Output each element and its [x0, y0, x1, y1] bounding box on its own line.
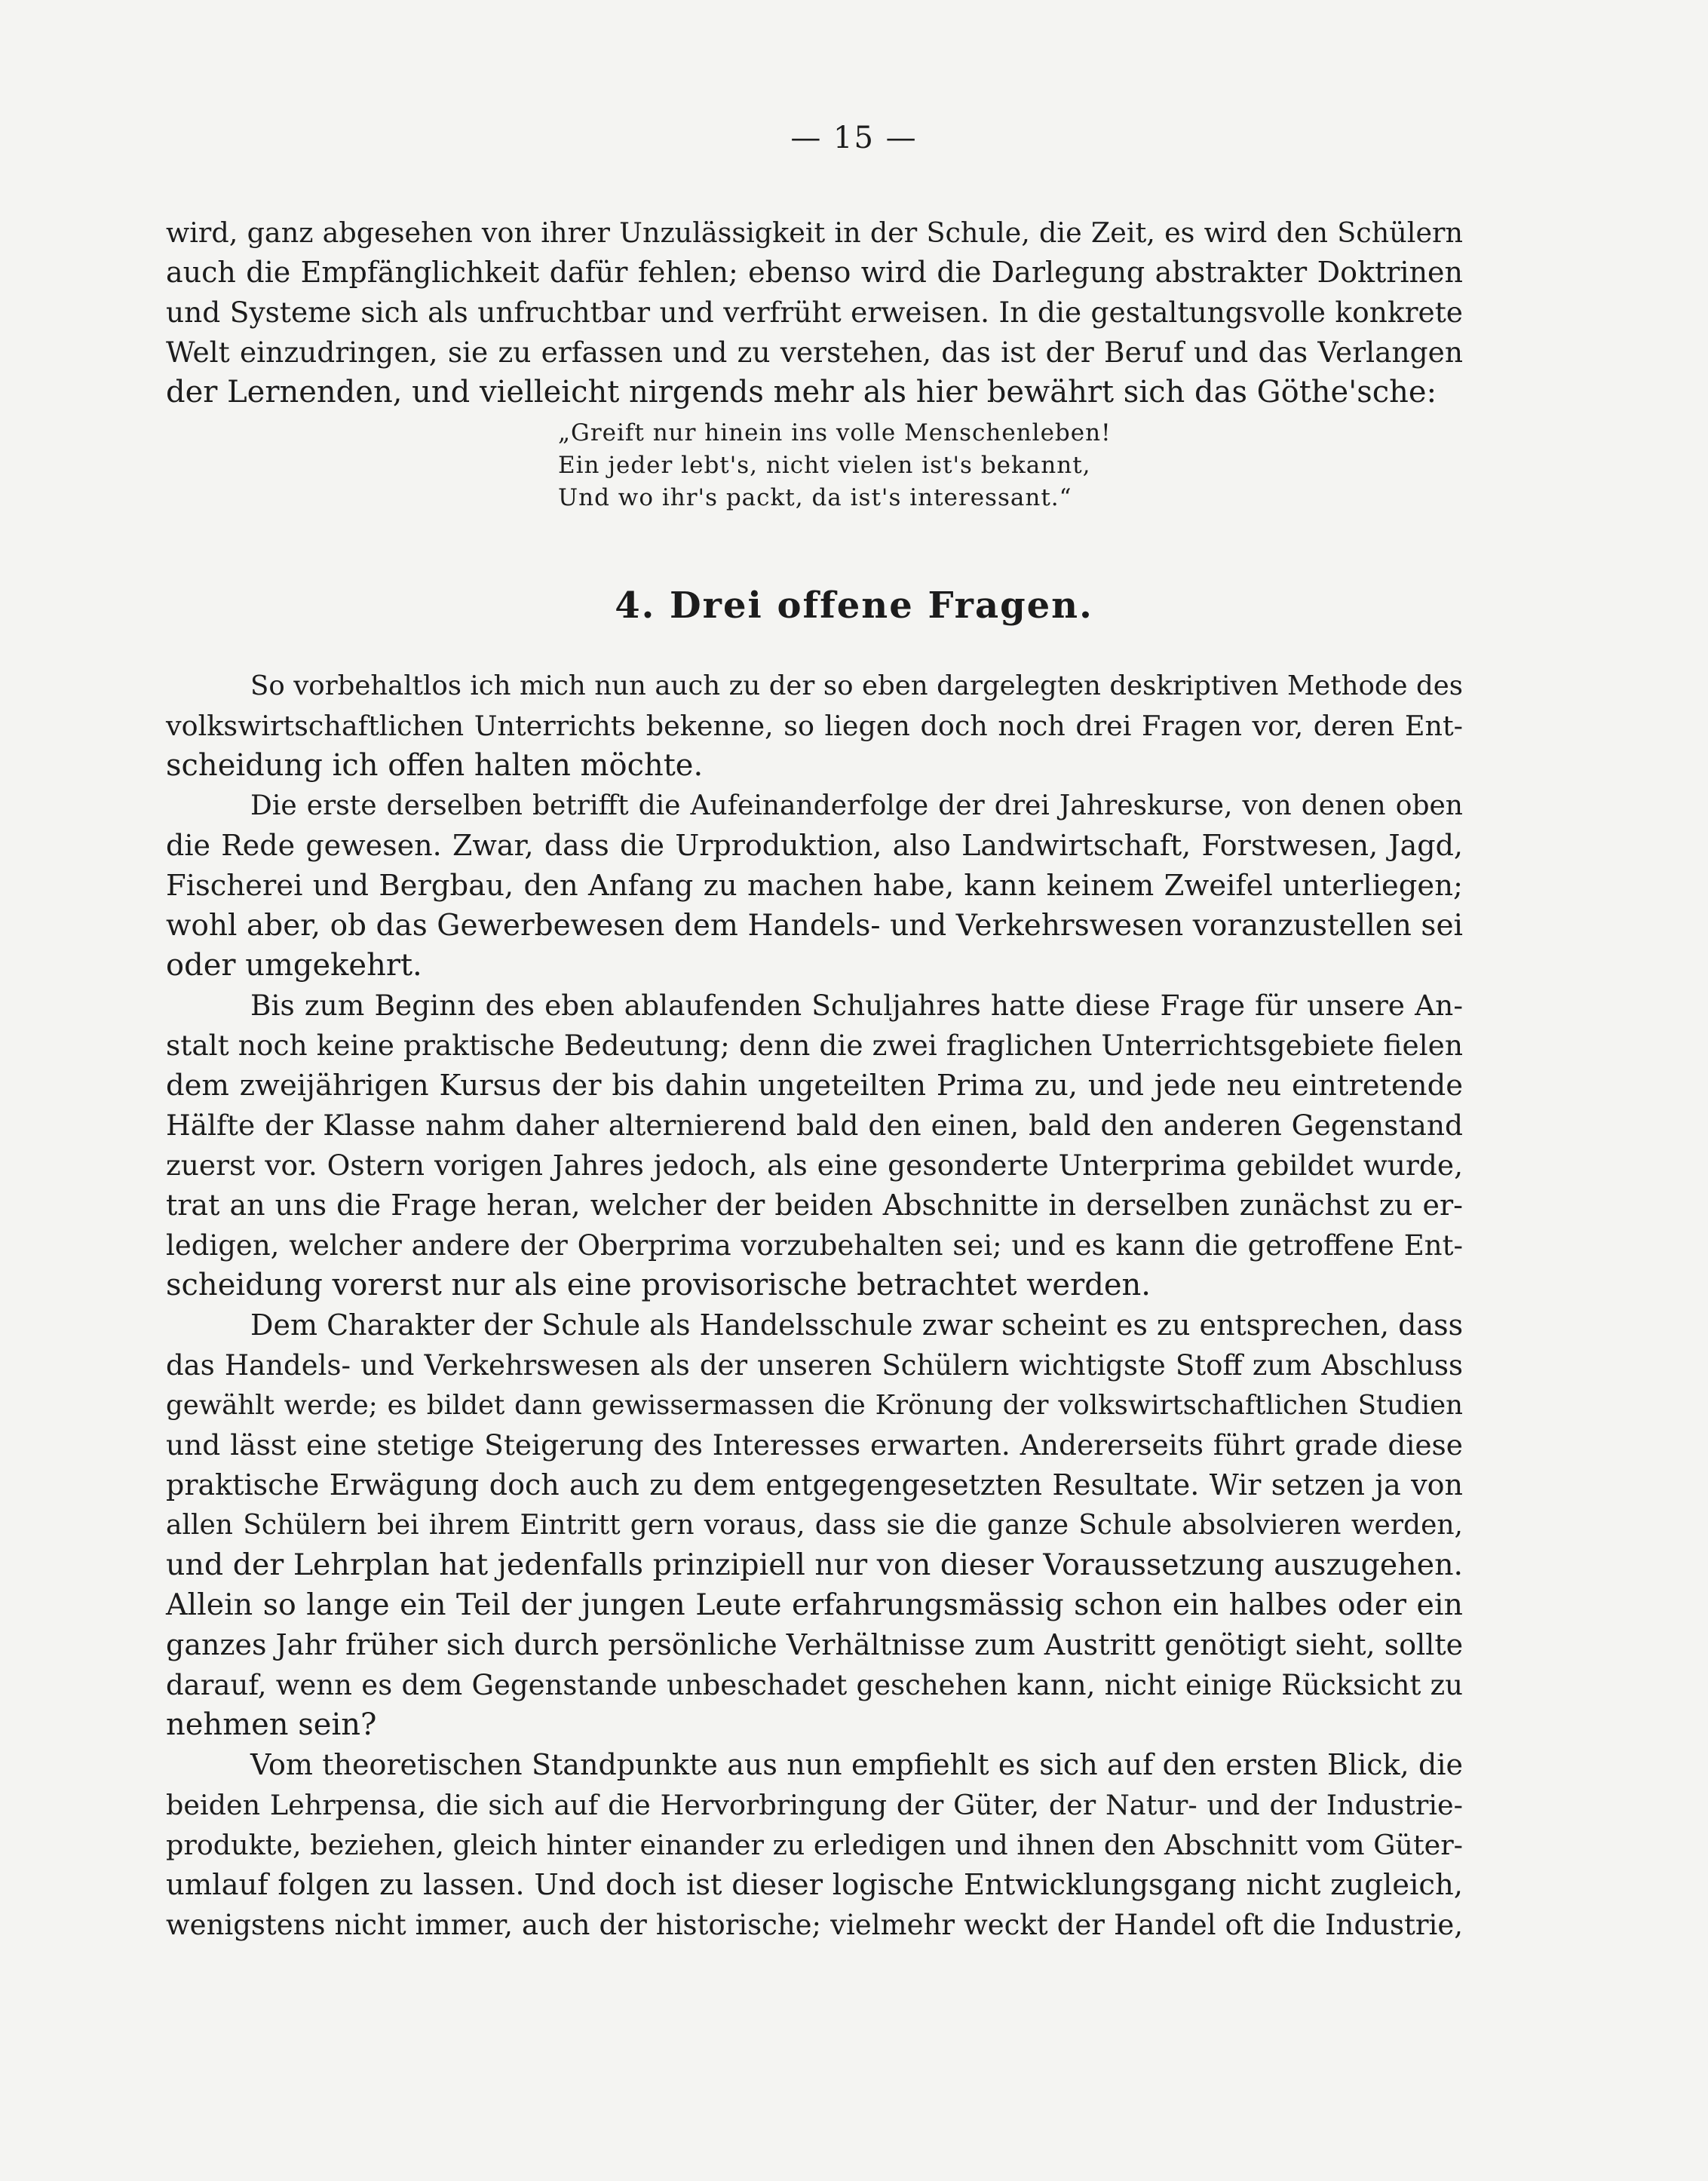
- text-line: oder umgekehrt.: [166, 948, 422, 983]
- text-line: stalt noch keine praktische Bedeutung; denn die zwei fraglichen Unterrichtsgebiete fielen: [166, 1029, 1463, 1062]
- goethe-quote: [558, 417, 1112, 514]
- text-line: ganzes Jahr früher sich durch persönliche Verhältnisse zum Austritt genötigt sieht, sollte: [166, 1628, 1464, 1661]
- text-line: volkswirtschaftlichen Unterrichts bekenne, so liegen doch noch drei Fragen vor, deren Ent-: [166, 710, 1463, 742]
- text-line: zuerst vor. Ostern vorigen Jahres jedoch, als eine gesonderte Unterprima gebildet wurde,: [166, 1149, 1463, 1182]
- text-line: und Systeme sich als unfruchtbar und verfrüht erweisen. In die gestaltungsvolle konkrete: [166, 296, 1463, 329]
- text-line: auch die Empfänglichkeit dafür fehlen; ebenso wird die Darlegung abstrakter Doktrinen: [166, 256, 1463, 289]
- text-line: nehmen sein?: [166, 1707, 377, 1742]
- text-line: umlauf folgen zu lassen. Und doch ist dieser logische Entwicklungsgang nicht zugleich,: [166, 1868, 1463, 1902]
- text-line: Welt einzudringen, sie zu erfassen und zu verstehen, das ist der Beruf und das Verlangen: [166, 336, 1463, 369]
- text-line: dem zweijährigen Kursus der bis dahin ungeteilten Prima zu, und jede neu eintretende: [166, 1069, 1463, 1103]
- text-line: Die erste derselben betrifft die Aufeinanderfolge der drei Jahreskurse, von denen oben: [250, 790, 1463, 821]
- intro-paragraph: [166, 213, 1463, 413]
- quote-line: Und wo ihr's packt, da ist's interessant.“: [558, 484, 1072, 511]
- text-line: das Handels- und Verkehrswesen als der unseren Schülern wichtigste Stoff zum Abschluss: [166, 1349, 1463, 1382]
- text-line: scheidung ich offen halten möchte.: [166, 748, 704, 783]
- text-line: praktische Erwägung doch auch zu dem entgegengesetzten Resultate. Wir setzen ja von: [166, 1468, 1463, 1502]
- text-line: produkte, beziehen, gleich hinter einander zu erledigen und ihnen den Abschnitt vom Güter-: [166, 1829, 1463, 1861]
- quote-line: „Greift nur hinein ins volle Menschenleben!: [558, 419, 1112, 446]
- page-number: — 15 —: [790, 121, 918, 155]
- text-line: allen Schülern bei ihrem Eintritt gern voraus, dass sie die ganze Schule absolvieren werden,: [166, 1510, 1463, 1541]
- text-line: trat an uns die Frage heran, welcher der beiden Abschnitte in derselben zunächst zu er-: [166, 1189, 1463, 1222]
- text-line: Hälfte der Klasse nahm daher alternierend bald den einen, bald den anderen Gegenstand: [166, 1109, 1463, 1142]
- section-heading: 4. Drei offene Fragen.: [615, 584, 1093, 627]
- text-line: Fischerei und Bergbau, den Anfang zu machen habe, kann keinem Zweifel unterliegen;: [166, 869, 1463, 903]
- text-line: darauf, wenn es dem Gegenstande unbeschadet geschehen kann, nicht einige Rücksicht zu: [166, 1669, 1463, 1701]
- text-line: wird, ganz abgesehen von ihrer Unzulässigkeit in der Schule, die Zeit, es wird den Schülern: [166, 216, 1463, 249]
- text-line: die Rede gewesen. Zwar, dass die Urproduktion, also Landwirtschaft, Forstwesen, Jagd,: [166, 829, 1463, 862]
- text-line: So vorbehaltlos ich mich nun auch zu der so eben dargelegten deskriptiven Methode des: [250, 670, 1463, 701]
- text-line: scheidung vorerst nur als eine provisorische betrachtet werden.: [166, 1268, 1151, 1302]
- text-line: der Lernenden, und vielleicht nirgends mehr als hier bewährt sich das Göthe'sche:: [166, 375, 1437, 410]
- quote-line: Ein jeder lebt's, nicht vielen ist's bekannt,: [558, 452, 1091, 479]
- text-line: gewählt werde; es bildet dann gewissermassen die Krönung der volkswirtschaftlichen Studien: [166, 1390, 1463, 1421]
- text-line: Vom theoretischen Standpunkte aus nun empfiehlt es sich auf den ersten Blick, die: [250, 1748, 1463, 1781]
- text-line: wenigstens nicht immer, auch der historische; vielmehr weckt der Handel oft die Industrie,: [166, 1909, 1463, 1941]
- text-line: und der Lehrplan hat jedenfalls prinzipiell nur von dieser Voraussetzung auszugehen.: [166, 1548, 1464, 1582]
- text-line: Bis zum Beginn des eben ablaufenden Schuljahres hatte diese Frage für unsere An-: [250, 989, 1463, 1022]
- text-line: ledigen, welcher andere der Oberprima vorzubehalten sei; und es kann die getroffene Ent-: [166, 1229, 1463, 1262]
- text-line: und lässt eine stetige Steigerung des Interesses erwarten. Andererseits führt grade diese: [166, 1428, 1463, 1462]
- text-line: Dem Charakter der Schule als Handelsschule zwar scheint es zu entsprechen, dass: [250, 1308, 1464, 1342]
- section-body: [166, 666, 1463, 1945]
- text-line: beiden Lehrpensa, die sich auf die Hervorbringung der Güter, der Natur- und der Industrie-: [166, 1789, 1463, 1821]
- text-line: Allein so lange ein Teil der jungen Leute erfahrungsmässig schon ein halbes oder ein: [166, 1587, 1463, 1622]
- text-line: wohl aber, ob das Gewerbewesen dem Handels- und Verkehrswesen voranzustellen sei: [166, 909, 1463, 943]
